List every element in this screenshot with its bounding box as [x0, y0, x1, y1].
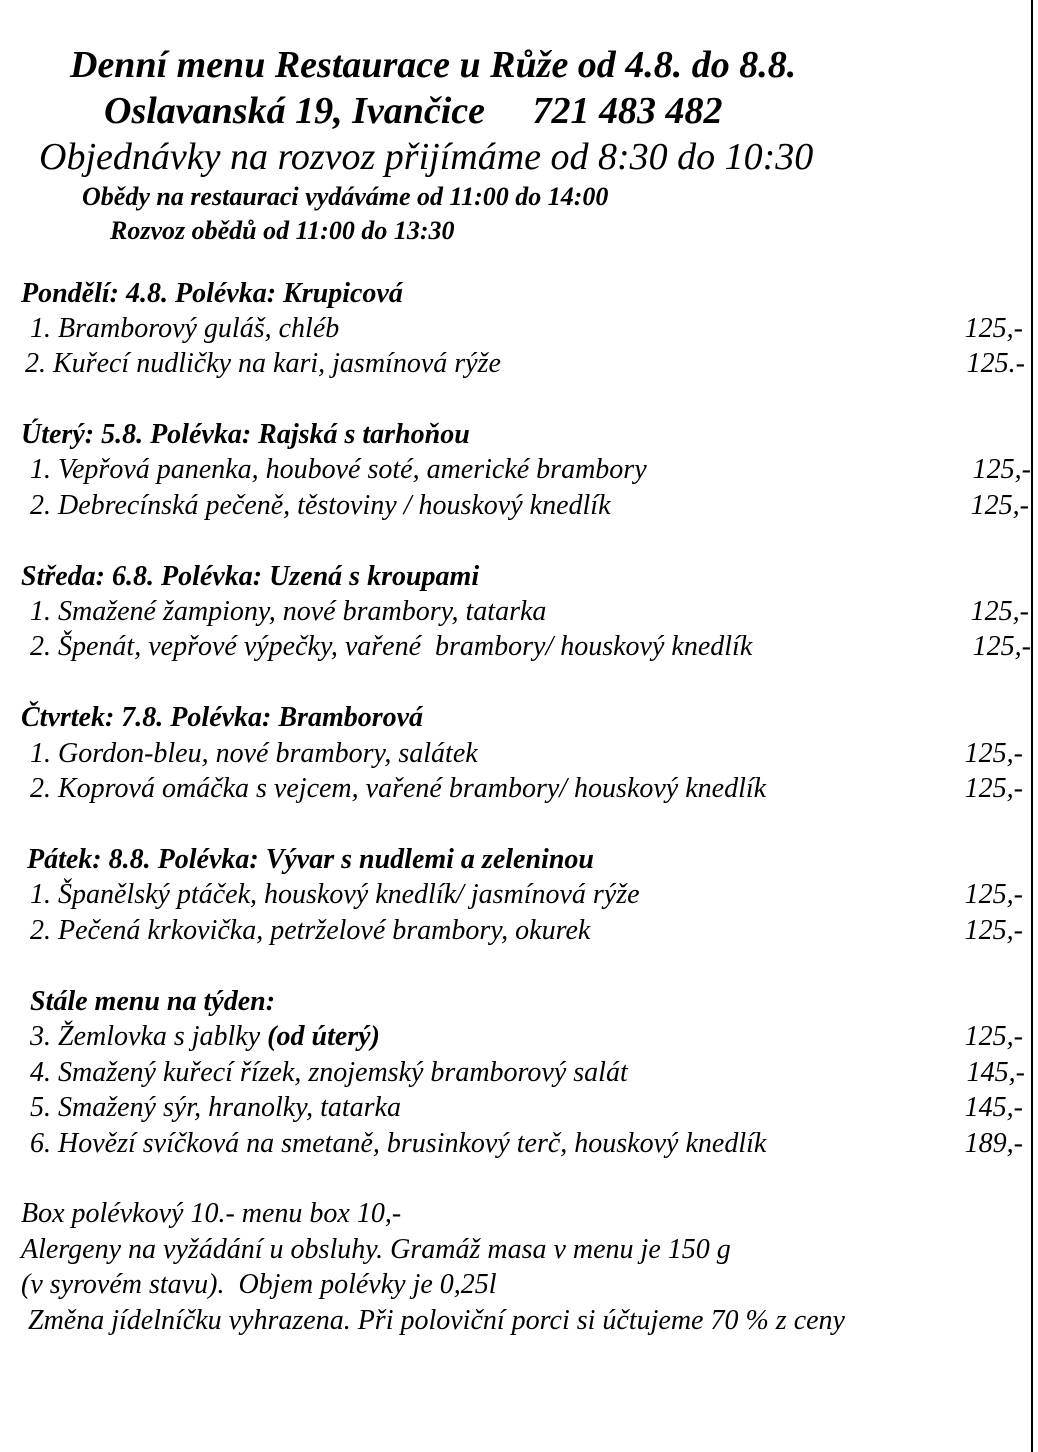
restaurant-address-phone: Oslavanská 19, Ivančice 721 483 482	[104, 90, 723, 132]
menu-item-price: 145,-	[964, 1092, 1023, 1123]
allergen-note: Alergeny na vyžádání u obsluhy. Gramáž masa v menu je 150 g	[21, 1234, 731, 1265]
weekly-menu-heading: Stále menu na týden:	[30, 986, 276, 1017]
box-price-note: Box polévkový 10.- menu box 10,-	[21, 1198, 402, 1229]
menu-item: 1. Španělský ptáček, houskový knedlík/ jasmínová rýže	[30, 879, 640, 910]
day-heading-thursday: Čtvrtek: 7.8. Polévka: Bramborová	[21, 702, 424, 733]
menu-item-price: 189,-	[964, 1128, 1023, 1159]
menu-item-price: 125,-	[970, 490, 1029, 521]
menu-item: 1. Smažené žampiony, nové brambory, tatarka	[30, 596, 547, 627]
delivery-hours: Rozvoz obědů od 11:00 do 13:30	[110, 216, 455, 245]
menu-item-text: 3. Žemlovka s jablky	[30, 1021, 268, 1052]
menu-item: 4. Smažený kuřecí řízek, znojemský bramborový salát	[30, 1057, 628, 1088]
menu-item: 1. Vepřová panenka, houbové soté, americké brambory	[30, 454, 647, 485]
menu-item: 2. Špenát, vepřové výpečky, vařené brambory/ houskový knedlík	[30, 631, 753, 662]
menu-item-price: 125,-	[964, 773, 1023, 804]
menu-title: Denní menu Restaurace u Růže od 4.8. do 8.8.	[70, 44, 797, 86]
menu-item	[30, 1023, 380, 1051]
menu-item-price: 125,-	[972, 631, 1031, 662]
menu-item-price: 125,-	[964, 879, 1023, 910]
menu-item: 2. Pečená krkovička, petrželové brambory, okurek	[30, 915, 591, 946]
menu-item: 6. Hovězí svíčková na smetaně, brusinkový terč, houskový knedlík	[30, 1128, 767, 1159]
availability-note: (od úterý)	[267, 1021, 380, 1052]
change-disclaimer: Změna jídelníčku vyhrazena. Při poloviční porci si účtujeme 70 % z ceny	[21, 1305, 845, 1336]
menu-item-price: 125,-	[970, 596, 1029, 627]
menu-item-price: 125.-	[966, 348, 1025, 379]
menu-item: 2. Koprová omáčka s vejcem, vařené brambory/ houskový knedlík	[30, 773, 767, 804]
menu-item-price: 125,-	[964, 313, 1023, 344]
menu-item-price: 125,-	[972, 454, 1031, 485]
menu-item-price: 125,-	[964, 1021, 1023, 1052]
menu-item-price: 125,-	[964, 738, 1023, 769]
delivery-order-hours: Objednávky na rozvoz přijímáme od 8:30 do 10:30	[39, 136, 814, 178]
menu-item: 5. Smažený sýr, hranolky, tatarka	[30, 1092, 401, 1123]
day-heading-friday: Pátek: 8.8. Polévka: Vývar s nudlemi a zeleninou	[27, 844, 594, 875]
right-border-line	[1031, 0, 1033, 1452]
restaurant-serving-hours: Obědy na restauraci vydáváme od 11:00 do 14:00	[82, 182, 609, 211]
menu-item: 1. Bramborový guláš, chléb	[30, 313, 340, 344]
menu-item: 1. Gordon-bleu, nové brambory, salátek	[30, 738, 478, 769]
portion-note: (v syrovém stavu). Objem polévky je 0,25l	[21, 1269, 497, 1300]
menu-item-price: 125,-	[964, 915, 1023, 946]
menu-item: 2. Debrecínská pečeně, těstoviny / houskový knedlík	[30, 490, 611, 521]
menu-item-price: 145,-	[966, 1057, 1025, 1088]
day-heading-tuesday: Úterý: 5.8. Polévka: Rajská s tarhoňou	[21, 419, 470, 450]
day-heading-wednesday: Středa: 6.8. Polévka: Uzená s kroupami	[21, 561, 480, 592]
day-heading-monday: Pondělí: 4.8. Polévka: Krupicová	[21, 278, 403, 309]
menu-item: 2. Kuřecí nudličky na kari, jasmínová rýže	[25, 348, 501, 379]
